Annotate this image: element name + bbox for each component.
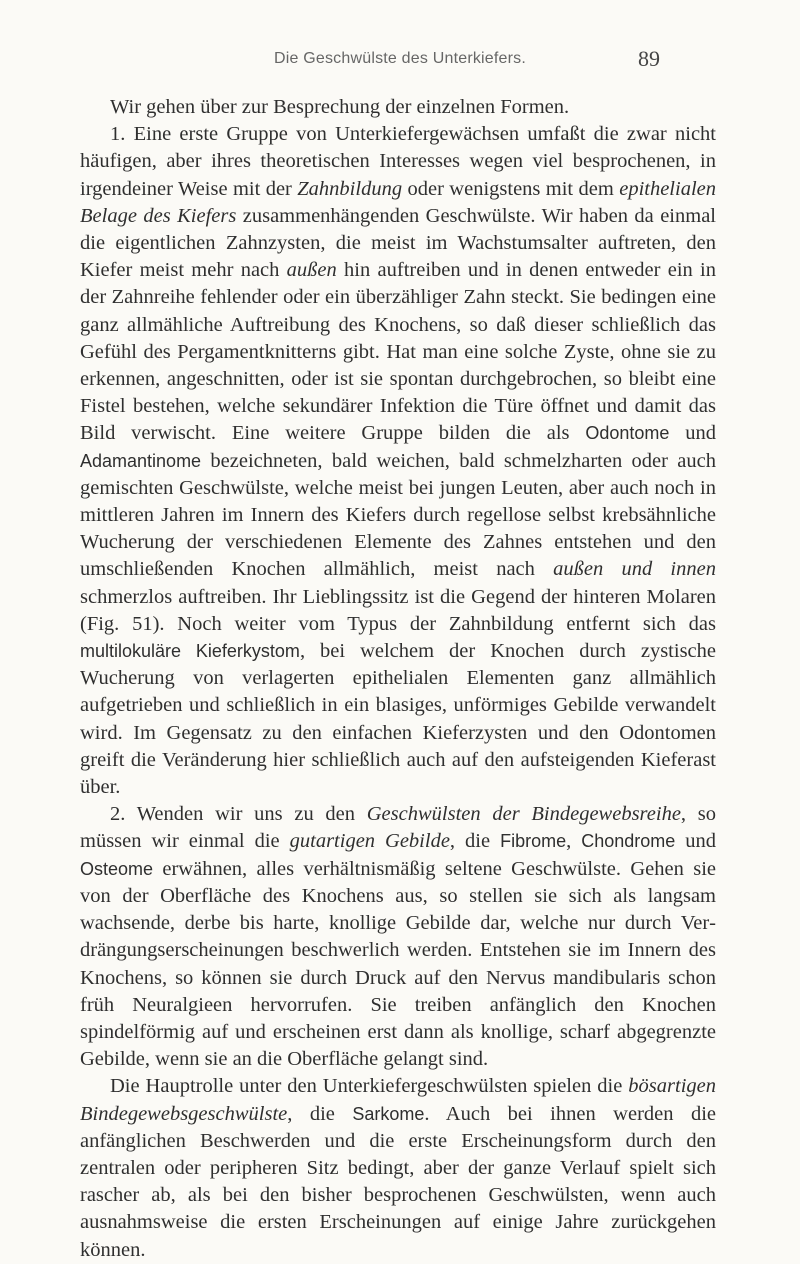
text-run: , die <box>287 1102 353 1125</box>
text-run: 2. Wenden wir uns zu den <box>110 803 367 826</box>
running-title: Die Geschwülste des Unterkiefers. <box>273 50 527 67</box>
italic-term: gutartigen Gebilde <box>289 830 450 853</box>
text-run: erwähnen, alles verhältnismäßig seltene Geschwülste. Gehen sie von der Oberfläche des Knochens aus, so stellen sie sich als langsam wachsende, derbe bis harte, knollige Gebilde dar, welche nur durch Verdrängungserscheinungen beschwerlich werden. Entstehen sie im Innern des Knochens, so können sie durch Druck auf den Nervus mandibularis schon früh Neuralgieen hervorrufen. Sie treiben anfänglich den Knochen spindelförmig auf und erscheinen erst dann als knollige, scharf abgegrenzte Gebilde, wenn sie an die Oberfläche gelangt sind. <box>80 857 716 1071</box>
text-run: , <box>566 830 582 853</box>
italic-term: Zahnbildung <box>297 177 403 200</box>
spaced-term: Sarkome <box>352 1103 425 1124</box>
text-run: , bei welchem der Knochen durch zystische Wucherung von verlagerten epithelialen Elementen ganz allmählich aufgetrieben und schließlich in ein blasiges, unförmiges Gebilde verwandelt wird. Im Gegensatz zu den einfachen Kieferzysten und den Odontomen greift die Veränderung hier schließlich auch auf den aufsteigenden Kieferast über. <box>80 640 716 799</box>
text-run: schmerzlos auftreiben. Ihr Lieblingssitz ist die Gegend der hinteren Molaren (Fig. 51). Noch weiter vom Typus der Zahnbildung entfernt sich das <box>80 585 716 635</box>
spaced-term: Osteome <box>80 858 154 879</box>
text-run: und <box>675 830 717 853</box>
spaced-term: multilokuläre Kieferkystom <box>80 641 300 662</box>
spaced-term: Chondrome <box>581 831 676 852</box>
text-run: 1. Eine erste Gruppe von Unterkiefergewächsen umfaßt die zwar nicht häufigen, aber ihres theoretischen Interesses wegen viel besprochenen, in irgendeiner Weise mit der <box>80 123 716 200</box>
text-run: . Auch bei ihnen werden die anfänglichen Beschwerden und die erste Erscheinungsform durch den zentralen oder peripheren Sitz bedingt, aber der ganze Verlauf spielt sich rascher ab, als bei den bisher besprochenen Geschwülsten, wenn auch ausnahmsweise die ersten Erscheinungen auf einige Jahre zurückgehen können. <box>80 1102 717 1261</box>
paragraph-connective-tissue-tumors <box>80 801 716 1073</box>
italic-term: Geschwülsten der Bindegewebsreihe <box>366 803 681 826</box>
italic-term: bösartigen Bindegewebsgeschwülste <box>80 1075 716 1125</box>
body-text <box>80 94 716 1264</box>
text-run: Wir gehen über zur Besprechung der einzelnen Formen. <box>110 96 570 118</box>
spaced-term: Fibrome <box>500 831 567 852</box>
text-run: , die <box>449 830 501 853</box>
text-run: , so müssen wir einmal die <box>80 803 716 853</box>
paragraph-sarcomas <box>80 1073 716 1263</box>
spaced-term: Adamantinome <box>80 450 202 471</box>
text-run: und <box>669 422 717 445</box>
text-run: zusammenhängenden Geschwülste. Wir haben da einmal die eigentlichen Zahnzysten, die meist im Wachstumsalter auftreten, den Kiefer meist mehr nach <box>80 204 716 282</box>
text-run: bezeichneten, bald weichen, bald schmelzharten oder auch gemischten Geschwülste, welche meist bei jungen Leuten, aber auch noch in mittleren Jahren im Innern des Kiefers durch regellose selbst krebsähnliche Wucherung der verschiedenen Elemente des Zahnes entstehen und den umschließenden Knochen allmählich, meist nach <box>80 449 716 581</box>
paragraph-intro <box>80 94 716 121</box>
text-run: oder wenigstens mit dem <box>402 177 620 200</box>
italic-term: außen <box>286 259 337 282</box>
page-header <box>0 46 800 72</box>
page-number: 89 <box>638 46 660 71</box>
text-run: hin auftreiben und in denen entweder ein in der Zahnreihe fehlender oder ein überzähliger Zahn steckt. Sie bedingen eine ganz allmähliche Auftreibung des Knochens, so daß dieser schließlich das Gefühl des Pergamentknitterns gibt. Hat man eine solche Zyste, ohne sie zu erkennen, angeschnitten, oder ist sie spontan durchgebrochen, so bleibt eine Fistel bestehen, welche sekundärer Infektion die Türe öffnet und damit das Bild verwischt. Eine weitere Gruppe bilden die als <box>80 259 716 445</box>
spaced-term: Odontome <box>585 423 670 444</box>
italic-term: epithelialen Belage des Kiefers <box>80 177 716 227</box>
italic-term: außen und innen <box>553 558 716 581</box>
text-run: Die Hauptrolle unter den Unterkiefergeschwülsten spielen die <box>110 1075 629 1098</box>
paragraph-epithelial-tumors <box>80 121 716 801</box>
